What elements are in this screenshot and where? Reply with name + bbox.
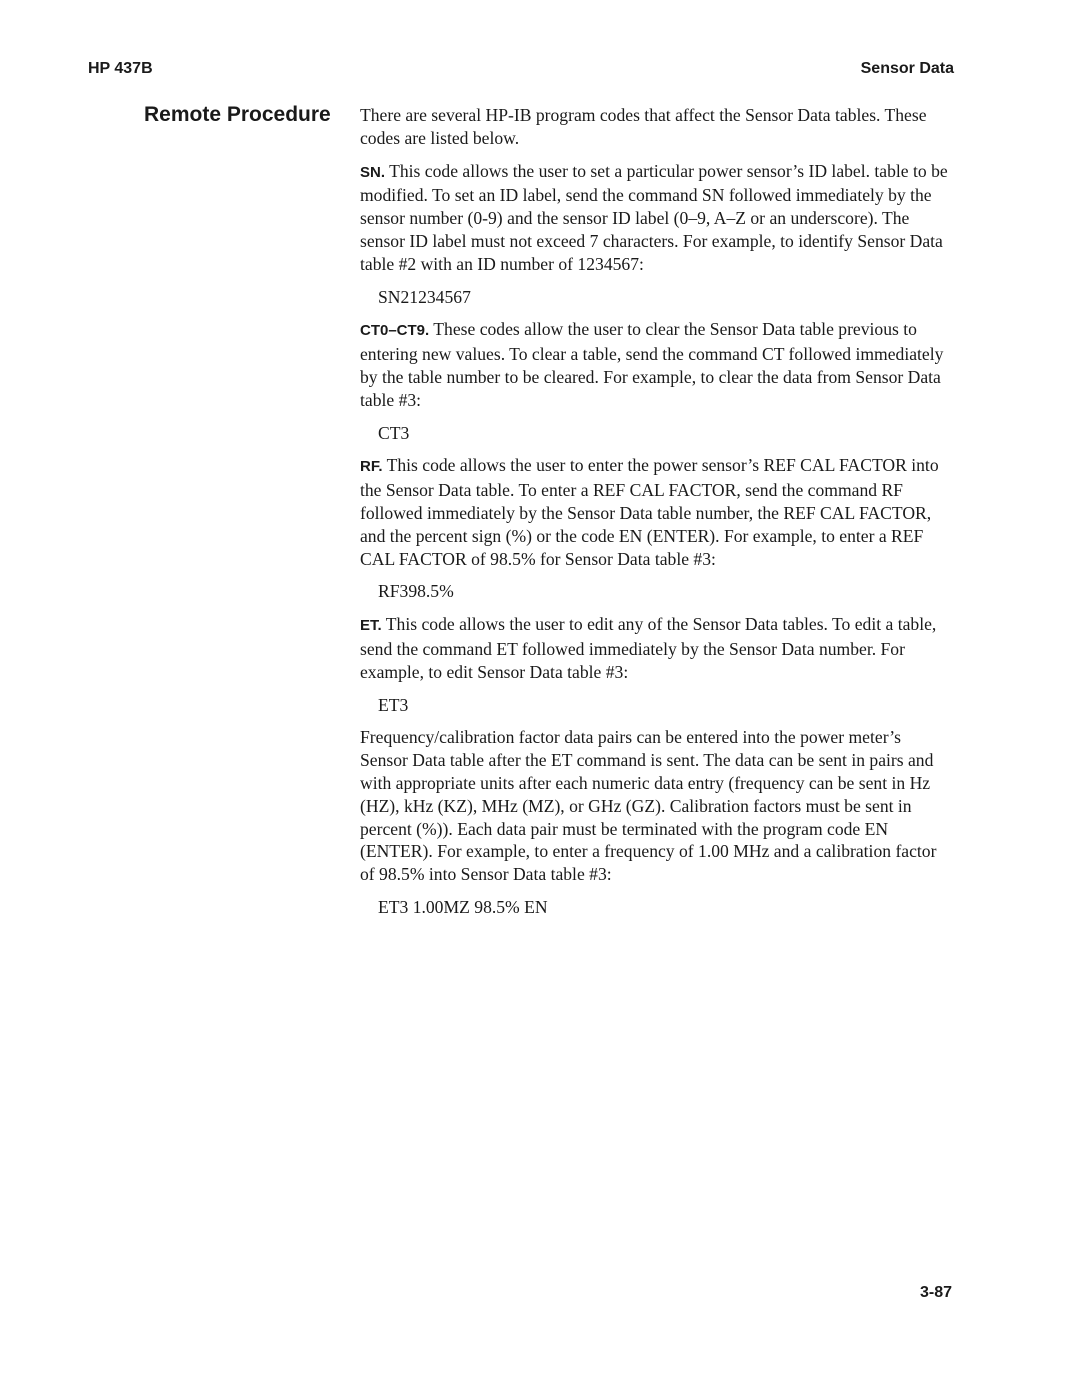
et-example: ET3 [378,694,409,715]
sn-description: This code allows the user to set a particular power sensor’s ID label. table to be modified. To set an ID label, send the command SN followed immediately by the sensor number (0-9) and the sensor ID label (0–9, A–Z or an underscore). The sensor ID label must not exceed 7 characters. For example, to identify Sensor Data table #2 with an ID number of 1234567: [360,160,948,274]
body-text-column [360,104,952,929]
ct-paragraph [360,318,952,411]
rf-example: RF398.5% [378,581,454,602]
rf-paragraph [360,454,952,570]
et-paragraph [360,613,952,683]
page-header [88,60,954,84]
section-title: Remote Procedure [144,103,331,126]
sn-example: SN21234567 [378,286,471,307]
frequency-example: ET3 1.00MZ 98.5% EN [378,896,548,917]
page-number: 3-87 [919,1284,952,1301]
manual-model-label: HP 437B [88,60,153,77]
intro-paragraph: There are several HP-IB program codes that affect the Sensor Data tables. These codes are listed below. [360,105,927,148]
ct-code-key: CT0–CT9. [360,322,430,340]
frequency-paragraph: Frequency/calibration factor data pairs can be entered into the power meter’s Sensor Data table after the ET command is sent. The data can be sent in pairs and with appropriate units after each numeric data entry (frequency can be sent in Hz (HZ), kHz (KZ), MHz (MZ), or GHz (GZ). Calibration factors must be sent in percent (%)). Each data pair must be terminated with the program code EN (ENTER). For example, to enter a frequency of 1.00 MHz and a calibration factor of 98.5% into Sensor Data table #3: [360,727,937,885]
sn-paragraph [360,160,952,276]
et-description: This code allows the user to edit any of the Sensor Data tables. To edit a table, send the command ET followed immediately by the Sensor Data number. For example, to edit Sensor Data table #3: [360,614,937,682]
rf-code-key: RF. [360,458,383,476]
ct-description: These codes allow the user to clear the Sensor Data table previous to entering new values. To clear a table, send the command CT followed immediately by the table number to be cleared. For example, to clear the data from Sensor Data table #3: [360,319,944,410]
et-code-key: ET. [360,617,382,635]
chapter-label: Sensor Data [860,60,954,77]
ct-example: CT3 [378,422,410,443]
rf-description: This code allows the user to enter the power sensor’s REF CAL FACTOR into the Sensor Data table. To enter a REF CAL FACTOR, send the command RF followed immediately by the Sensor Data table number, the REF CAL FACTOR, and the percent sign (%) or the code EN (ENTER). For example, to enter a REF CAL FACTOR of 98.5% for Sensor Data table #3: [360,455,939,569]
sn-code-key: SN. [360,163,386,181]
